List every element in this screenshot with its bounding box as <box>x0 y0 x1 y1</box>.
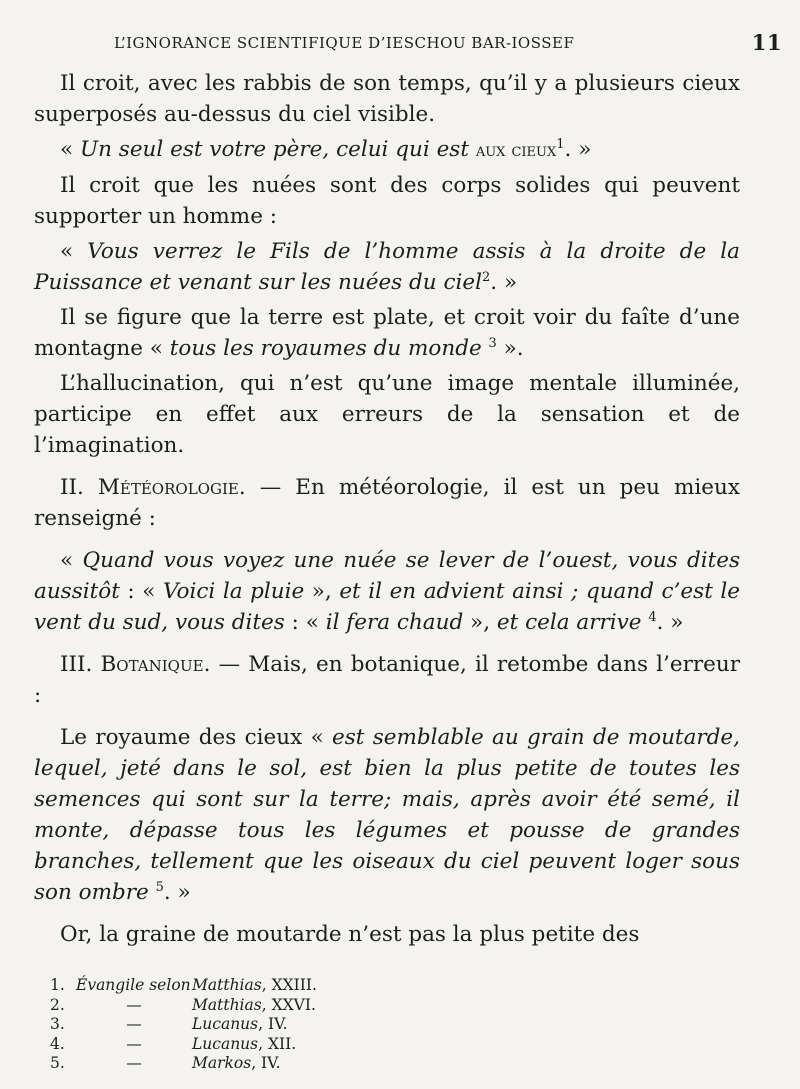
quote-close: . » <box>490 270 518 295</box>
footnote-chapter: , XII. <box>258 1034 297 1053</box>
footnote-source: Évangile selon <box>76 976 191 994</box>
footnote-number: 3. <box>50 1015 65 1033</box>
footnote-ref: 4 <box>648 609 657 625</box>
footnote-chapter: , XXIII. <box>261 976 317 994</box>
quote-son-of-man <box>34 236 740 298</box>
quote-text: et cela arrive <box>496 610 642 635</box>
footnote-chapter: , IV. <box>251 1054 281 1072</box>
quote-weather <box>34 545 740 638</box>
footnote-1 <box>50 976 740 996</box>
section-text: . — En météorologie, il est un peu mieux renseigné : <box>34 475 741 531</box>
paragraph-heavens: Il croit, avec les rabbis de son temps, qu’il y a plusieurs cieux superposés au-dessus du ciel visible. <box>34 71 740 127</box>
quote-text: et il en advient ainsi ; quand c’est le vent du sud, vous dites <box>34 579 740 635</box>
footnote-book: Matthias <box>192 995 262 1014</box>
footnote-source: — <box>126 1054 142 1072</box>
paragraph-text: Il se figure que la terre est plate, et croit voir du faîte d’une montagne « <box>34 305 740 361</box>
section-meteorology <box>34 472 740 534</box>
quote-small-caps: aux cieux <box>475 139 557 161</box>
running-header <box>114 30 782 68</box>
footnote-number: 5. <box>50 1054 65 1072</box>
quote-close: . » <box>564 137 592 162</box>
quote-mark: : « <box>284 610 326 635</box>
footnote-source: — <box>126 1015 142 1033</box>
section-number: II. <box>60 475 98 500</box>
quote-close: ». <box>496 336 524 361</box>
footnote-number: 1. <box>50 976 65 994</box>
paragraph-clouds: Il croit que les nuées sont des corps solides qui peuvent supporter un homme : <box>34 173 740 229</box>
footnote-2 <box>50 996 740 1016</box>
quote-mark: : « <box>119 579 163 604</box>
paragraph-flat-earth <box>34 302 740 364</box>
section-text: . — Mais, en botanique, il retombe dans l’erreur : <box>34 652 740 708</box>
footnote-chapter: , XXVI. <box>261 995 316 1014</box>
footnote-reference <box>192 1015 288 1035</box>
footnote-ref: 3 <box>488 335 497 351</box>
quote-text: il fera chaud <box>325 610 464 635</box>
footnotes <box>50 976 740 1074</box>
paragraph-mustard-seed <box>34 722 740 908</box>
footnote-book: Matthias <box>192 976 262 994</box>
footnote-number: 4. <box>50 1034 65 1053</box>
footnote-source: — <box>126 995 142 1014</box>
footnote-5 <box>50 1054 740 1074</box>
page-body <box>34 68 740 950</box>
quote-close: . » <box>163 880 191 905</box>
quote-mark: « <box>60 239 88 264</box>
footnote-ref: 2 <box>482 269 491 285</box>
footnote-4 <box>50 1035 740 1055</box>
footnote-reference <box>192 1035 296 1055</box>
quote-text: Quand vous voyez une nuée se lever de l’ouest, vous dites aussitôt <box>34 548 740 604</box>
section-title: Météorologie <box>97 475 239 500</box>
quote-text: Un seul est votre père, celui qui est <box>80 137 476 162</box>
footnote-book: Lucanus <box>192 1034 259 1053</box>
quote-text: est semblable au grain de moutarde, lequel, jeté dans le sol, est bien la plus petite de toutes les semences qui sont sur la terre; mais, après avoir été semé, il monte, dépasse tous les légumes et pousse de grandes branches, tellement que les oiseaux du ciel peuvent loger sous son ombre <box>34 725 740 905</box>
footnote-ref: 5 <box>155 879 164 895</box>
quote-mark: », <box>463 610 497 635</box>
footnote-source: — <box>126 1034 142 1053</box>
paragraph-hallucination: L’hallucination, qui n’est qu’une image mentale illuminée, participe en effet aux erreurs de la sensation et de l’imagination. <box>34 371 740 458</box>
footnote-reference <box>192 976 317 996</box>
footnote-chapter: , IV. <box>258 1015 288 1033</box>
quote-text: Vous verrez le Fils de l’homme assis à la droite de la Puissance et venant sur les nuées du ciel <box>34 239 740 295</box>
quote-mark: « <box>60 548 83 573</box>
quote-mark: « <box>60 137 80 162</box>
footnote-3 <box>50 1015 740 1035</box>
paragraph-text: Le royaume des cieux « <box>60 725 333 750</box>
footnote-number: 2. <box>50 995 65 1014</box>
footnote-ref: 1 <box>556 136 565 152</box>
section-number: III. <box>60 652 101 677</box>
footnote-reference <box>192 996 316 1016</box>
quote-close: . » <box>656 610 684 635</box>
quote-father <box>34 134 740 166</box>
footnote-reference <box>192 1054 281 1074</box>
footnote-book: Lucanus <box>192 1015 259 1033</box>
quote-text: Voici la pluie <box>162 579 305 604</box>
running-title: L’IGNORANCE SCIENTIFIQUE D’IESCHOU BAR-IOSSEF <box>114 34 575 52</box>
quote-mark: », <box>304 579 340 604</box>
footnote-book: Markos <box>192 1054 252 1072</box>
page-number: 11 <box>751 30 782 55</box>
paragraph-conclusion: Or, la graine de moutarde n’est pas la plus petite des <box>60 922 640 947</box>
section-title: Botanique <box>100 652 204 677</box>
section-botany <box>34 649 740 711</box>
quote-text: tous les royaumes du monde <box>169 336 482 361</box>
